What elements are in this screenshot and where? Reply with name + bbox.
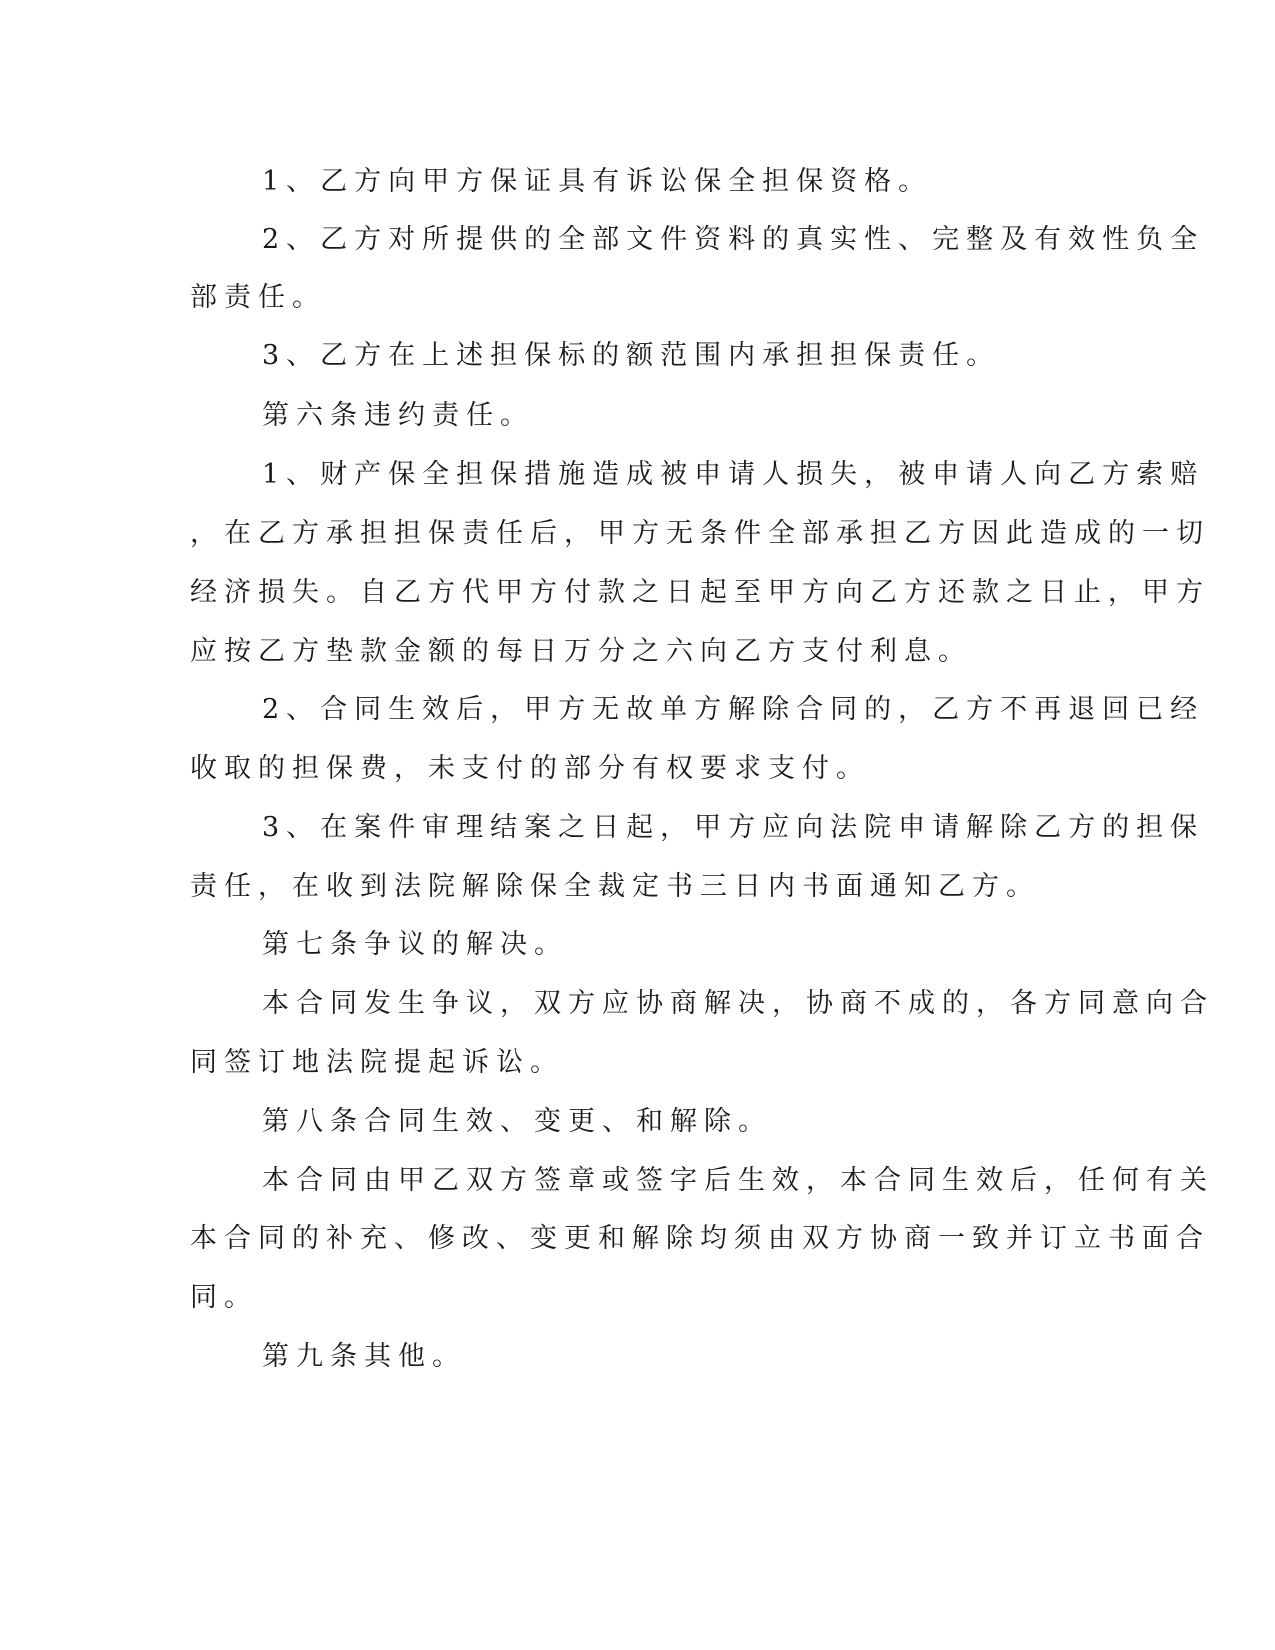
text-line: 本合同发生争议，双方应协商解决，协商不成的，各方同意向合	[262, 988, 1214, 1019]
text-line: 同。	[190, 1282, 258, 1313]
text-line: 2、乙方对所提供的全部文件资料的真实性、完整及有效性负全	[262, 224, 1205, 255]
text-line: 1、乙方向甲方保证具有诉讼保全担保资格。	[262, 166, 933, 197]
section-heading: 第九条其他。	[262, 1341, 466, 1372]
text-line: 3、在案件审理结案之日起，甲方应向法院申请解除乙方的担保	[262, 812, 1205, 843]
text-line: 本合同的补充、修改、变更和解除均须由双方协商一致并订立书面合	[190, 1223, 1210, 1254]
text-line: 1、财产保全担保措施造成被申请人损失，被申请人向乙方索赔	[262, 459, 1205, 490]
section-heading: 第八条合同生效、变更、和解除。	[262, 1106, 772, 1137]
section-heading: 第六条违约责任。	[262, 400, 534, 431]
text-line: 本合同由甲乙双方签章或签字后生效，本合同生效后，任何有关	[262, 1165, 1214, 1196]
text-line: 经济损失。自乙方代甲方付款之日起至甲方向乙方还款之日止，甲方	[190, 577, 1210, 608]
text-line: 3、乙方在上述担保标的额范围内承担担保责任。	[262, 340, 1001, 371]
text-line: 收取的担保费，未支付的部分有权要求支付。	[190, 753, 870, 784]
text-line: 同签订地法院提起诉讼。	[190, 1047, 564, 1078]
text-line: 责任，在收到法院解除保全裁定书三日内书面通知乙方。	[190, 871, 1040, 902]
text-line: 部责任。	[190, 282, 326, 313]
text-line: 应按乙方垫款金额的每日万分之六向乙方支付利息。	[190, 636, 972, 667]
text-line: ，在乙方承担担保责任后，甲方无条件全部承担乙方因此造成的一切	[190, 518, 1210, 549]
section-heading: 第七条争议的解决。	[262, 929, 568, 960]
text-line: 2、合同生效后，甲方无故单方解除合同的，乙方不再退回已经	[262, 694, 1205, 725]
